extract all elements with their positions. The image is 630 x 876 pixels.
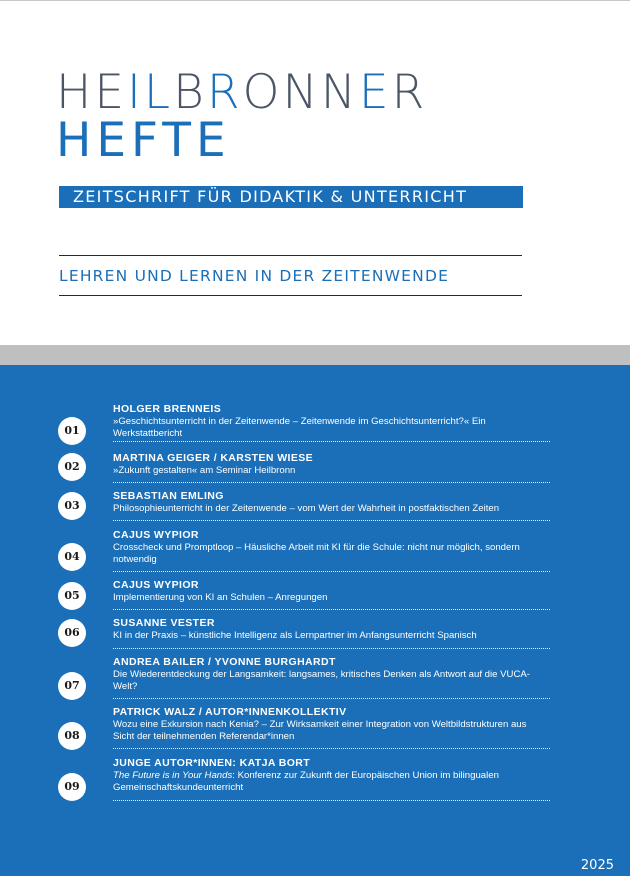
toc-description: [113, 770, 550, 794]
toc-text: [113, 617, 550, 642]
masthead-line-hefte: HEFTE: [56, 113, 231, 168]
toc-description-rest: : Konferenz zur Zukunft der Europäischen Union im bilingualen Gemeinschaftskundeunterricht: [113, 770, 499, 793]
toc-number-badge: 08: [58, 722, 86, 750]
toc-number-badge: 04: [58, 543, 86, 571]
toc-separator: [113, 748, 550, 749]
toc-description: Wozu eine Exkursion nach Kenia? – Zur Wirksamkeit einer Integration von Weltbildstrukturen aus Sicht der teilnehmenden Referendar*innen: [113, 719, 527, 742]
divider-bottom: [59, 295, 522, 296]
toc-description: Crosscheck und Promptloop – Häusliche Arbeit mit KI für die Schule: nicht nur möglich, sondern notwendig: [113, 542, 520, 565]
toc-author: CAJUS WYPIOR: [113, 529, 199, 541]
toc-text: [113, 529, 550, 566]
toc-text: [113, 403, 550, 440]
toc-separator: [113, 571, 550, 572]
toc-text: [113, 452, 550, 477]
toc-author: CAJUS WYPIOR: [113, 579, 199, 591]
toc-text: [113, 656, 550, 693]
toc-number-badge: 07: [58, 672, 86, 700]
toc-text: [113, 579, 550, 604]
toc-number-badge: 02: [58, 453, 86, 481]
toc-description: Die Wiederentdeckung der Langsamkeit: langsames, kritisches Denken als Antwort auf die VUCA-Welt?: [113, 669, 530, 692]
toc-separator: [113, 609, 550, 610]
toc-separator: [113, 648, 550, 649]
toc-text: [113, 490, 550, 515]
toc-description: »Zukunft gestalten« am Seminar Heilbronn: [113, 465, 296, 476]
journal-subtitle: ZEITSCHRIFT FÜR DIDAKTIK & UNTERRICHT: [59, 186, 523, 208]
toc-author: ANDREA BAILER / YVONNE BURGHARDT: [113, 656, 336, 668]
issue-theme-title: LEHREN UND LERNEN IN DER ZEITENWENDE: [59, 267, 450, 285]
toc-author: SEBASTIAN EMLING: [113, 490, 224, 502]
toc-separator: [113, 800, 550, 801]
toc-number-badge: 01: [58, 417, 86, 445]
toc-description-italic: The Future is in Your Hands: [113, 770, 233, 781]
toc-author: HOLGER BRENNEIS: [113, 403, 222, 415]
toc-description: KI in der Praxis – künstliche Intelligenz als Lernpartner im Anfangsunterricht Spanisch: [113, 630, 477, 641]
issue-year: 2025: [580, 858, 614, 873]
toc-separator: [113, 520, 550, 521]
toc-author: SUSANNE VESTER: [113, 617, 215, 629]
toc-text: [113, 706, 550, 743]
page-top-border: [0, 0, 630, 1]
toc-description: Implementierung von KI an Schulen – Anregungen: [113, 592, 328, 603]
journal-masthead: [56, 65, 428, 168]
toc-author: MARTINA GEIGER / KARSTEN WIESE: [113, 452, 314, 464]
toc-separator: [113, 482, 550, 483]
toc-number-badge: 09: [58, 773, 86, 801]
masthead-line-heilbronner: HEILBRONNER: [56, 65, 428, 120]
toc-number-badge: 03: [58, 492, 86, 520]
toc-separator: [113, 698, 550, 699]
toc-number-badge: 05: [58, 582, 86, 610]
toc-author: PATRICK WALZ / AUTOR*INNENKOLLEKTIV: [113, 706, 347, 718]
toc-author: JUNGE AUTOR*INNEN: KATJA BORT: [113, 757, 311, 769]
toc-number-badge: 06: [58, 619, 86, 647]
toc-description: »Geschichtsunterricht in der Zeitenwende – Zeitenwende im Geschichtsunterricht?« Ein Werkstattbericht: [113, 416, 486, 439]
toc-separator: [113, 441, 550, 442]
toc-text: [113, 757, 550, 794]
toc-description: Philosophieunterricht in der Zeitenwende – vom Wert der Wahrheit in postfaktischen Zeiten: [113, 503, 500, 514]
grey-band: [0, 345, 630, 365]
divider-top: [59, 255, 522, 256]
